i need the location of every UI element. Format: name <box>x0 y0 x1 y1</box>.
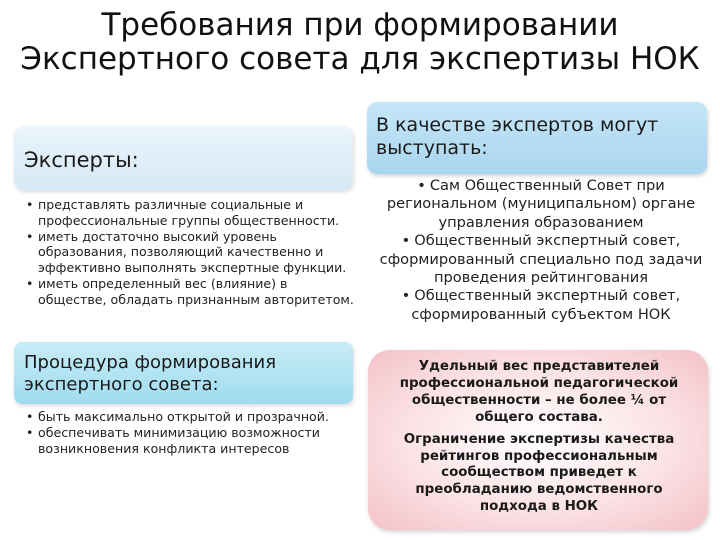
can-be-experts-list <box>378 177 704 324</box>
page-title-line-1: Требования при формировании <box>101 7 619 43</box>
experts-heading: Эксперты: <box>24 148 139 172</box>
list-item: • представлять различные социальные и профессиональные группы общественности. <box>24 197 356 229</box>
procedure-heading: Процедура формирования экспертного совета: <box>24 352 277 395</box>
list-item: • Общественный экспертный совет, сформированный субъектом НОК <box>378 287 704 324</box>
list-item: • Общественный экспертный совет, сформированный специально под задачи проведения рейтингования <box>378 232 704 287</box>
experts-requirements-list <box>24 197 356 308</box>
page-title-line-2: Экспертного совета для экспертизы НОК <box>20 41 700 77</box>
notes-text <box>384 359 694 521</box>
note-restriction: Ограничение экспертизы качества рейтингов профессиональным сообществом приведет к преобладанию ведомственного подхода в НОК <box>403 431 675 515</box>
can-be-experts-heading: В качестве экспертов могут выступать: <box>376 114 659 159</box>
list-item: • иметь определенный вес (влияние) в обществе, обладать признанным авторитетом. <box>24 276 356 308</box>
list-item: • быть максимально открытой и прозрачной. <box>24 409 356 425</box>
note-share-limit: Удельный вес представителей профессиональной педагогической общественности – не более ¼ от общего состава. <box>399 359 679 425</box>
procedure-requirements-list <box>24 409 356 456</box>
list-item: • иметь достаточно высокий уровень образования, позволяющий качественно и эффективно выполнять экспертные функции. <box>24 229 356 276</box>
page-title <box>0 8 720 76</box>
list-item: • Сам Общественный Совет при региональном (муниципальном) органе управления образованием <box>378 177 704 232</box>
list-item: • обеспечивать минимизацию возможности возникновения конфликта интересов <box>24 425 356 457</box>
